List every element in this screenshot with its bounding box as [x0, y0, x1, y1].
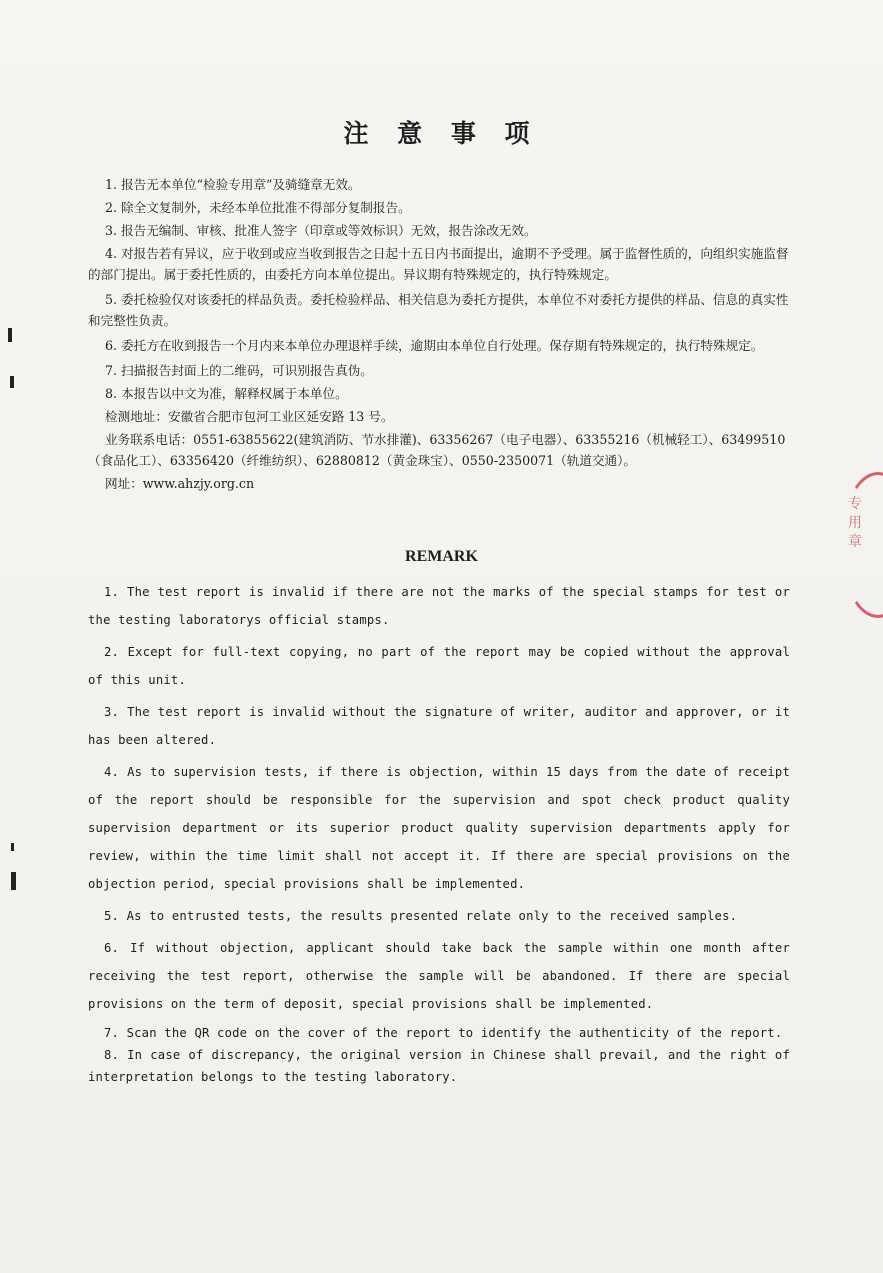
note-cn-2: 2. 除全文复制外，未经本单位批准不得部分复制报告。: [105, 200, 411, 215]
note-en-3: 3. The test report is invalid without the signature of writer, auditor and approver, or it has been altered.: [88, 705, 790, 747]
scan-mark: [10, 376, 14, 388]
note-cn-5: 5. 委托检验仅对该委托的样品负责。委托检验样品、相关信息为委托方提供，本单位不对委托方提供的样品、信息的真实性和完整性负责。: [88, 292, 789, 328]
phone-list: 业务联系电话：0551-63855622(建筑消防、节水排灌)、63356267（电子电器）、63355216（机械轻工）、63499510（食品化工）、63356420（纤维纺织）、62880812（黄金珠宝）、0550-2350071（轨道交通）。: [88, 432, 786, 468]
note-en-6: 6. If without objection, applicant should take back the sample within one month after receiving the test report, otherwise the sample will be abandoned. If there are special provisions on the term of deposit, special provisions shall be implemented.: [88, 941, 790, 1011]
note-cn-3: 3. 报告无编制、审核、批准人签字（印章或等效标识）无效，报告涂改无效。: [105, 223, 537, 238]
scan-mark: [11, 843, 14, 851]
scan-mark: [11, 872, 16, 890]
page-title: 注 意 事 项: [343, 119, 540, 148]
note-cn-8: 8. 本报告以中文为准，解释权属于本单位。: [105, 386, 348, 401]
note-en-1: 1. The test report is invalid if there are not the marks of the special stamps for test or the testing laboratorys official stamps.: [88, 585, 790, 627]
notes-en-list: [88, 578, 790, 1088]
note-cn-7: 7. 扫描报告封面上的二维码，可识别报告真伪。: [105, 363, 373, 378]
website: 网址：www.ahzjy.org.cn: [105, 476, 255, 491]
address: 检测地址：安徽省合肥市包河工业区延安路 13 号。: [105, 409, 394, 424]
note-en-7: 7. Scan the QR code on the cover of the report to identify the authenticity of the report.: [104, 1026, 783, 1040]
note-en-4: 4. As to supervision tests, if there is objection, within 15 days from the date of receipt of the report should be responsible for the supervision and spot check product quality supervision department or its superior product quality supervision departments apply for review, within the time limit shall not accept it. If there are special provisions on the objection period, special provisions shall be implemented.: [88, 765, 790, 891]
note-en-8: 8. In case of discrepancy, the original version in Chinese shall prevail, and the right of interpretation belongs to the testing laboratory.: [88, 1048, 790, 1084]
note-cn-4: 4. 对报告若有异议，应于收到或应当收到报告之日起十五日内书面提出，逾期不予受理。属于监督性质的，向组织实施监督的部门提出。属于委托性质的，由委托方向本单位提出。异议期有特殊规定的，执行特殊规定。: [88, 246, 789, 282]
remark-title: REMARK: [405, 548, 478, 565]
note-en-5: 5. As to entrusted tests, the results presented relate only to the received samples.: [104, 909, 738, 923]
seal-stamp-text: 专用章: [848, 496, 862, 550]
note-cn-6: 6. 委托方在收到报告一个月内来本单位办理退样手续，逾期由本单位自行处理。保存期有特殊规定的，执行特殊规定。: [105, 338, 764, 353]
note-en-2: 2. Except for full-text copying, no part of the report may be copied without the approval of this unit.: [88, 645, 790, 687]
notes-cn-list: [88, 174, 793, 494]
scan-mark: [8, 328, 12, 342]
note-cn-1: 1. 报告无本单位“检验专用章”及骑缝章无效。: [105, 177, 361, 192]
